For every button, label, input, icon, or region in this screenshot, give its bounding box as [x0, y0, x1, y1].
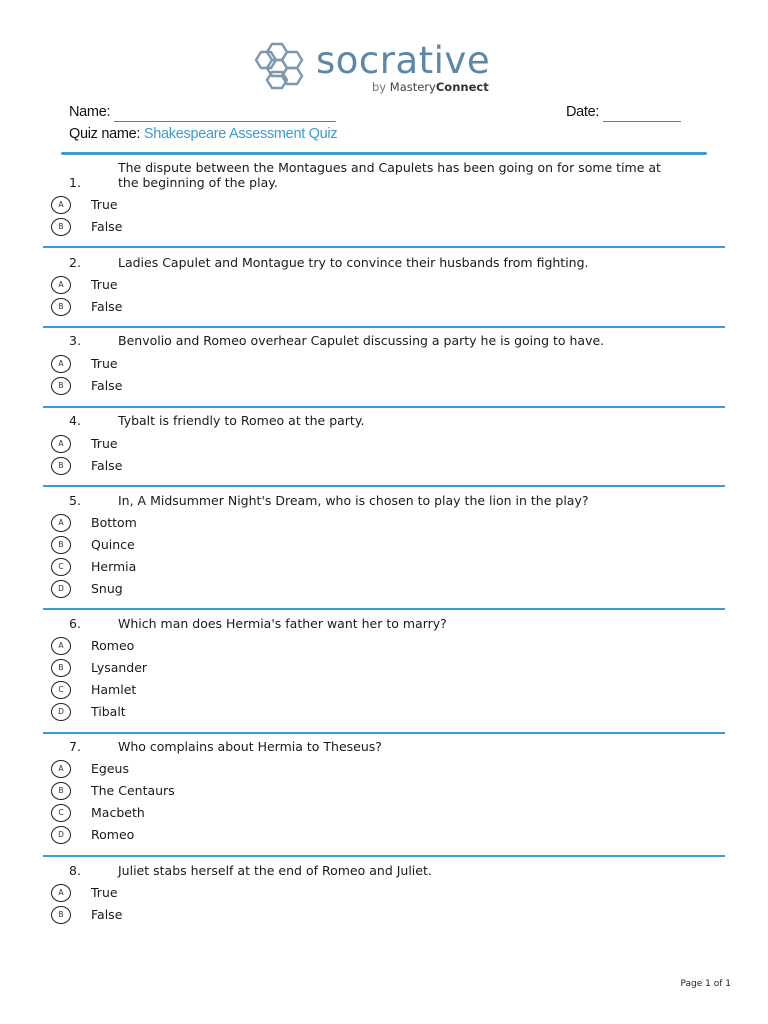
name-label: Name: — [69, 104, 111, 120]
answer-text: False — [91, 907, 123, 922]
answer-choice[interactable] — [0, 558, 400, 580]
answer-bubble[interactable]: B — [51, 377, 71, 395]
answer-choice[interactable] — [0, 218, 400, 240]
header-divider — [61, 152, 707, 155]
answer-text: True — [91, 277, 118, 292]
answer-choice[interactable] — [0, 580, 400, 602]
logo-wordmark: socrative — [316, 39, 491, 82]
name-field[interactable] — [69, 103, 336, 122]
answer-bubble[interactable]: A — [51, 355, 71, 373]
logo-brand-part1: Mastery — [389, 80, 436, 94]
answer-text: Lysander — [91, 660, 148, 675]
question-number: 8. — [69, 863, 81, 878]
quiz-name-value: Shakespeare Assessment Quiz — [143, 126, 338, 142]
answer-bubble[interactable]: A — [51, 276, 71, 294]
question-text: Who complains about Hermia to Theseus? — [118, 739, 382, 754]
socrative-logo — [254, 40, 524, 96]
date-field[interactable] — [566, 103, 681, 122]
answer-choice[interactable] — [0, 536, 400, 558]
answer-bubble[interactable]: B — [51, 659, 71, 677]
answer-text: Quince — [91, 537, 135, 552]
answer-bubble[interactable]: D — [51, 703, 71, 721]
answer-text: Romeo — [91, 827, 135, 842]
answer-bubble[interactable]: A — [51, 637, 71, 655]
answer-text: Hermia — [91, 559, 137, 574]
quiz-name-row — [69, 125, 337, 143]
answer-bubble[interactable]: C — [51, 804, 71, 822]
answer-choice[interactable] — [0, 760, 400, 782]
answer-bubble[interactable]: A — [51, 196, 71, 214]
answer-choice[interactable] — [0, 804, 400, 826]
date-blank[interactable] — [603, 103, 681, 122]
answer-text: True — [91, 885, 118, 900]
answer-choice[interactable] — [0, 514, 400, 536]
answer-bubble[interactable]: C — [51, 558, 71, 576]
answer-bubble[interactable]: B — [51, 298, 71, 316]
answer-text: Hamlet — [91, 682, 137, 697]
quiz-name-label: Quiz name: — [69, 126, 141, 142]
question-divider — [43, 855, 725, 857]
answer-bubble[interactable]: A — [51, 760, 71, 778]
logo-by: by — [372, 80, 387, 94]
answer-bubble[interactable]: D — [51, 580, 71, 598]
date-label: Date: — [566, 104, 600, 120]
question-divider — [43, 406, 725, 408]
question-text: Ladies Capulet and Montague try to convince their husbands from fighting. — [118, 255, 589, 270]
answer-choice[interactable] — [0, 681, 400, 703]
logo-byline — [372, 80, 489, 94]
answer-text: Macbeth — [91, 805, 145, 820]
question-text: The dispute between the Montagues and Capulets has been going on for some time at the beginning of the play. — [118, 160, 661, 190]
answer-bubble[interactable]: A — [51, 435, 71, 453]
question-text: In, A Midsummer Night's Dream, who is chosen to play the lion in the play? — [118, 493, 589, 508]
question-divider — [43, 326, 725, 328]
answer-bubble[interactable]: B — [51, 536, 71, 554]
answer-text: True — [91, 356, 118, 371]
question-divider — [43, 608, 725, 610]
question-number: 3. — [69, 333, 81, 348]
question-text: Which man does Hermia's father want her to marry? — [118, 616, 447, 631]
answer-bubble[interactable]: B — [51, 218, 71, 236]
logo-brand-part2: Connect — [435, 80, 489, 94]
answer-text: Bottom — [91, 515, 137, 530]
question-text: Tybalt is friendly to Romeo at the party. — [118, 413, 365, 428]
answer-bubble[interactable]: B — [51, 906, 71, 924]
answer-choice[interactable] — [0, 906, 400, 928]
answer-choice[interactable] — [0, 703, 400, 725]
question-number: 4. — [69, 413, 81, 428]
answer-choice[interactable] — [0, 884, 400, 906]
answer-choice[interactable] — [0, 782, 400, 804]
answer-choice[interactable] — [0, 637, 400, 659]
question-number: 5. — [69, 493, 81, 508]
name-blank[interactable] — [114, 103, 336, 122]
question-text: Juliet stabs herself at the end of Romeo and Juliet. — [118, 863, 432, 878]
hexagon-molecule-icon — [254, 40, 312, 92]
answer-choice[interactable] — [0, 826, 400, 848]
answer-bubble[interactable]: D — [51, 826, 71, 844]
answer-bubble[interactable]: C — [51, 681, 71, 699]
answer-bubble[interactable]: B — [51, 782, 71, 800]
answer-text: The Centaurs — [91, 783, 175, 798]
question-number: 1. — [69, 175, 81, 190]
question-divider — [43, 485, 725, 487]
question-divider — [43, 732, 725, 734]
answer-text: Egeus — [91, 761, 129, 776]
question-number: 7. — [69, 739, 81, 754]
question-number: 2. — [69, 255, 81, 270]
answer-text: Tibalt — [91, 704, 126, 719]
answer-text: False — [91, 378, 123, 393]
answer-choice[interactable] — [0, 377, 400, 399]
answer-text: Romeo — [91, 638, 135, 653]
answer-choice[interactable] — [0, 196, 400, 218]
answer-choice[interactable] — [0, 298, 400, 320]
answer-choice[interactable] — [0, 355, 400, 377]
answer-text: True — [91, 436, 118, 451]
answer-text: False — [91, 299, 123, 314]
answer-choice[interactable] — [0, 435, 400, 457]
answer-bubble[interactable]: A — [51, 884, 71, 902]
answer-choice[interactable] — [0, 659, 400, 681]
answer-choice[interactable] — [0, 276, 400, 298]
answer-bubble[interactable]: A — [51, 514, 71, 532]
answer-text: Snug — [91, 581, 123, 596]
page-number: Page 1 of 1 — [680, 979, 731, 989]
answer-text: False — [91, 458, 123, 473]
answer-text: True — [91, 197, 118, 212]
question-number: 6. — [69, 616, 81, 631]
question-divider — [43, 246, 725, 248]
answer-bubble[interactable]: B — [51, 457, 71, 475]
question-text: Benvolio and Romeo overhear Capulet discussing a party he is going to have. — [118, 333, 605, 348]
answer-text: False — [91, 219, 123, 234]
answer-choice[interactable] — [0, 457, 400, 479]
